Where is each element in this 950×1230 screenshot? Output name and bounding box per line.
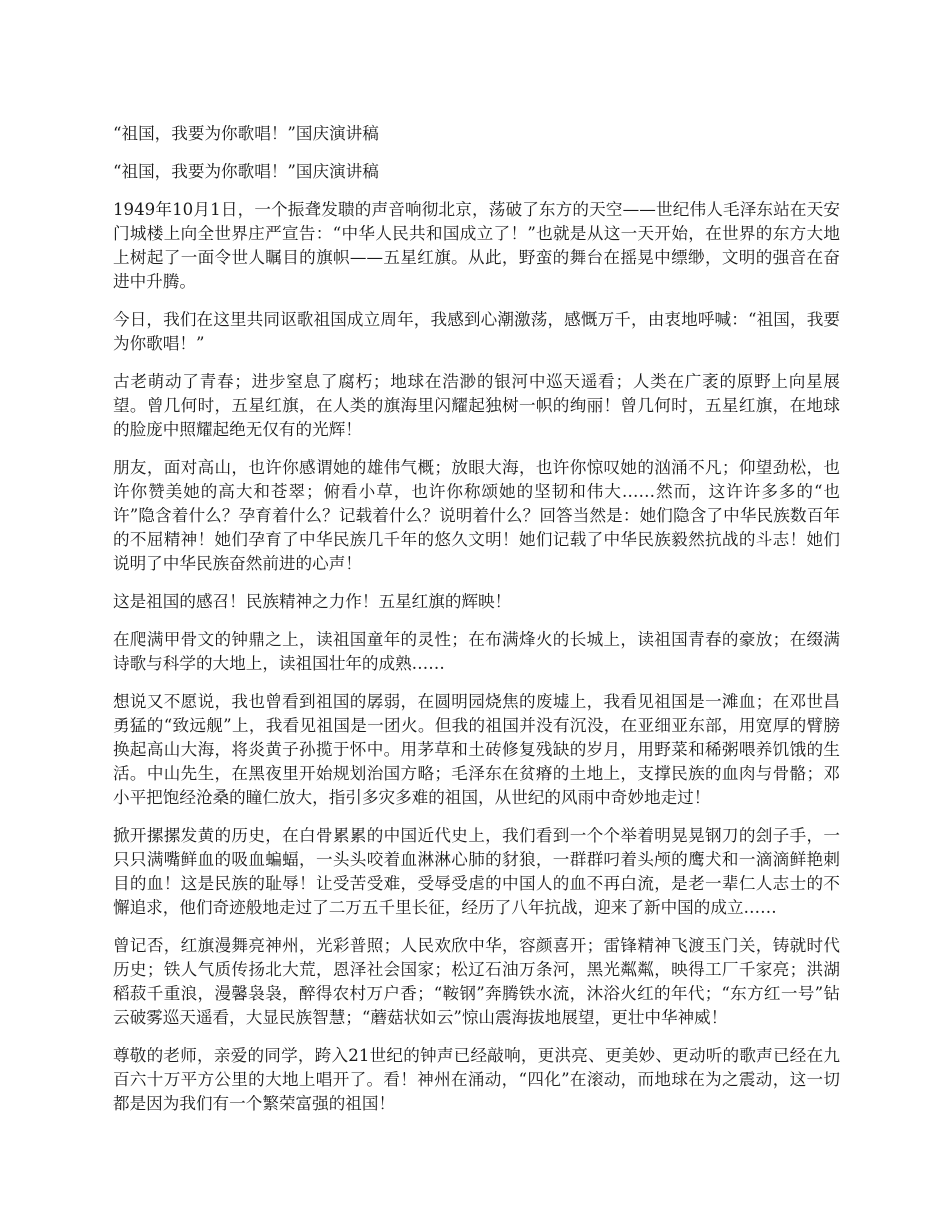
paragraph-6: 在爬满甲骨文的钟鼎之上，读祖国童年的灵性；在布满烽火的长城上，读祖国青春的豪放；在缀满诗歌与科学的大地上，读祖国壮年的成熟……	[113, 630, 840, 673]
paragraph-5: 这是祖国的感召！民族精神之力作！五星红旗的辉映！	[113, 592, 512, 611]
document-page	[113, 122, 840, 1130]
paragraph-10: 尊敬的老师，亲爱的同学，跨入21世纪的钟声已经敲响，更洪亮、更美妙、更动听的歌声已经在九百六十万平方公里的大地上唱开了。看！神州在涌动，“四化”在滚动，而地球在为之震动，这一切都是因为我们有一个繁荣富强的祖国！	[113, 1046, 840, 1113]
paragraph-9: 曾记否，红旗漫舞亮神州，光彩普照；人民欢欣中华，容颜喜开；雷锋精神飞渡玉门关，铸就时代历史；铁人气质传扬北大荒，恩泽社会国家；松辽石油万条河，黑光粼粼，映得工厂千家亮；洪湖稻菽千重浪，漫馨袅袅，醉得农村万户香；“鞍钢”奔腾铁水流，沐浴火红的年代；“东方红一号”钻云破雾巡天遥看，大显民族智慧；“蘑菇状如云”惊山震海拔地展望，更壮中华神威！	[113, 936, 840, 1027]
paragraph-4: 朋友，面对高山，也许你感谓她的雄伟气概；放眼大海，也许你惊叹她的汹涌不凡；仰望劲松，也许你赞美她的高大和苍翠；俯看小草，也许你称颂她的坚韧和伟大……然而，这许许多多的“也许”隐含着什么？孕育着什么？记载着什么？说明着什么？回答当然是：她们隐含了中华民族数百年的不屈精神！她们孕育了中华民族几千年的悠久文明！她们记载了中华民族毅然抗战的斗志！她们说明了中华民族奋然前进的心声！	[113, 458, 840, 573]
paragraph-8: 掀开摞摞发黄的历史，在白骨累累的中国近代史上，我们看到一个个举着明晃晃钢刀的刽子手，一只只满嘴鲜血的吸血蝙蝠，一头头咬着血淋淋心肺的豺狼，一群群叼着头颅的鹰犬和一滴滴鲜艳刺目的血！这是民族的耻辱！让受苦受难，受辱受虐的中国人的血不再白流，是老一辈仁人志士的不懈追求，他们奇迹般地走过了二万五千里长征，经历了八年抗战，迎来了新中国的成立……	[113, 826, 840, 917]
document-title: “祖国，我要为你歌唱！”国庆演讲稿	[113, 124, 379, 143]
paragraph-7: 想说又不愿说，我也曾看到祖国的孱弱，在圆明园烧焦的废墟上，我看见祖国是一滩血；在邓世昌勇猛的“致远舰”上，我看见祖国是一团火。但我的祖国并没有沉没，在亚细亚东部，用宽厚的臂膀换起高山大海，将炎黄子孙揽于怀中。用茅草和土砖修复残缺的岁月，用野菜和稀粥喂养饥饿的生活。中山先生，在黑夜里开始规划治国方略；毛泽东在贫瘠的土地上，支撑民族的血肉与骨骼；邓小平把饱经沧桑的瞳仁放大，指引多灾多难的祖国，从世纪的风雨中奇妙地走过！	[113, 692, 840, 807]
paragraph-2: 今日，我们在这里共同讴歌祖国成立周年，我感到心潮激荡，感慨万千，由衷地呼喊：“祖国，我要为你歌唱！”	[113, 310, 840, 353]
paragraph-3: 古老萌动了青春；进步窒息了腐朽；地球在浩渺的银河中巡天遥看；人类在广袤的原野上向星展望。曾几何时，五星红旗，在人类的旗海里闪耀起独树一帜的绚丽！曾几何时，五星红旗，在地球的脸庞中照耀起绝无仅有的光辉！	[113, 372, 840, 439]
document-subtitle: “祖国，我要为你歌唱！”国庆演讲稿	[113, 162, 379, 181]
paragraph-1: 1949年10月1日，一个振聋发聩的声音响彻北京，荡破了东方的天空——世纪伟人毛泽东站在天安门城楼上向全世界庄严宣告：“中华人民共和国成立了！”也就是从这一天开始，在世界的东方大地上树起了一面令世人瞩目的旗帜——五星红旗。从此，野蛮的舞台在摇晃中缥缈，文明的强音在奋进中升腾。	[113, 200, 840, 291]
